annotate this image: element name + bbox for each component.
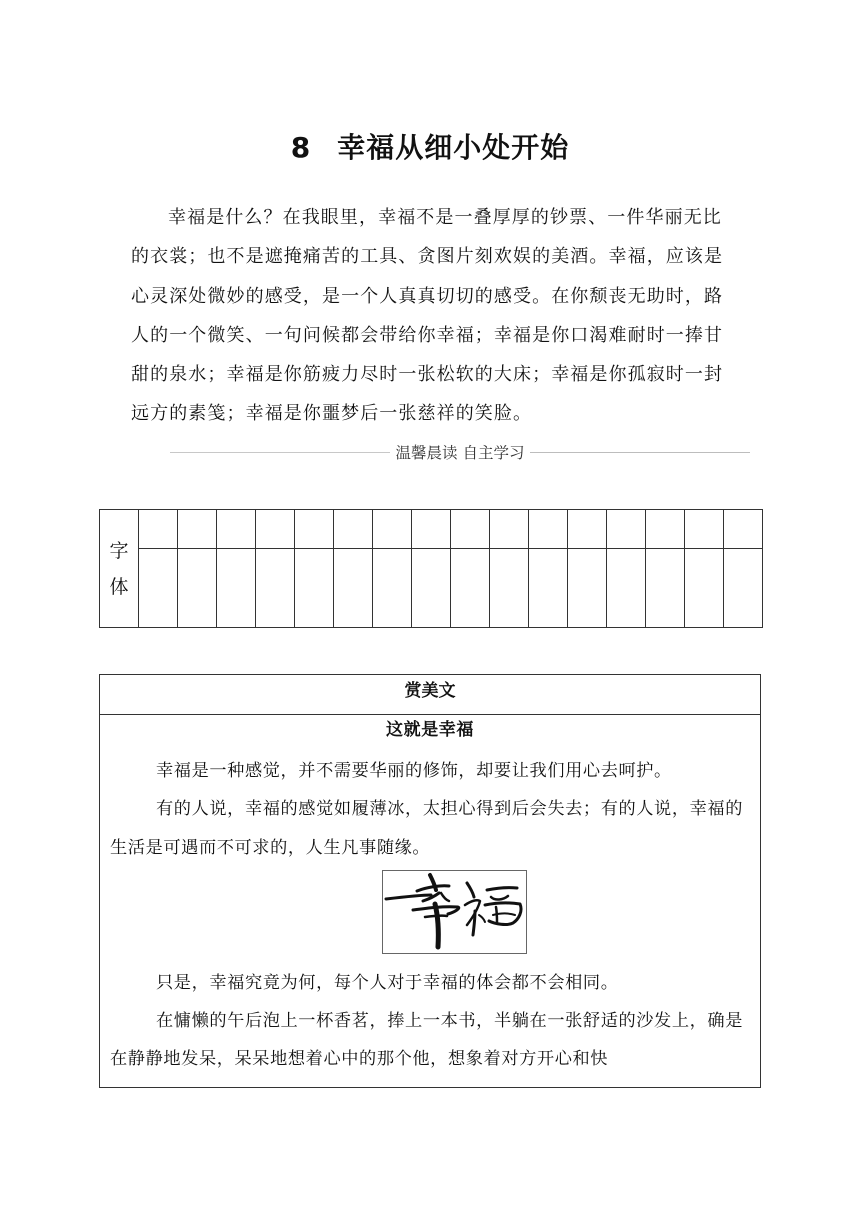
reading-box (99, 674, 761, 1088)
grid-cell (139, 510, 178, 549)
lesson-title: 幸福从细小处开始 (337, 131, 570, 164)
calligraphy-brush-strokes (383, 871, 526, 953)
grid-cell (178, 510, 217, 549)
grid-cell (295, 549, 334, 628)
grid-cell (490, 549, 529, 628)
article-paragraph: 幸福是一种感觉，并不需要华丽的修饰，却要让我们用心去呵护。 (156, 761, 672, 781)
intro-paragraph: 幸福是什么？在我眼里，幸福不是一叠厚厚的钞票、一件华丽无比的衣裳；也不是遮掩痛苦的工具、贪图片刻欢娱的美酒。幸福，应该是心灵深处微妙的感受，是一个人真真切切的感受。在你颓丧无助时，路人的一个微笑、一句问候都会带给你幸福；幸福是你口渴难耐时一捧甘甜的泉水；幸福是你筋疲力尽时一张松软的大床；幸福是你孤寂时一封远方的素笺；幸福是你噩梦后一张慈祥的笑脸。 (131, 207, 724, 425)
grid-cell (646, 549, 685, 628)
article-paragraph: 有的人说，幸福的感觉如履薄冰，太担心得到后会失去；有的人说，幸福的生活是可遇而不可求的，人生凡事随缘。 (110, 799, 743, 858)
grid-label-char: 字 (109, 539, 129, 562)
grid-label-char: 体 (109, 575, 129, 598)
lesson-number: 8 (290, 131, 312, 164)
grid-cell (178, 549, 217, 628)
calligraphy-figure (110, 870, 750, 964)
article-title: 这就是幸福 (386, 720, 474, 740)
grid-cell (685, 510, 724, 549)
grid-cell (607, 510, 646, 549)
grid-cell (256, 510, 295, 549)
grid-cell (412, 549, 451, 628)
page-title (0, 126, 860, 166)
grid-cell (373, 549, 412, 628)
grid-cell (529, 549, 568, 628)
grid-label (100, 510, 139, 628)
grid-cell (568, 510, 607, 549)
grid-cell (568, 549, 607, 628)
grid-cell (451, 510, 490, 549)
reading-box-header: 赏美文 (100, 675, 760, 715)
section-banner (170, 438, 750, 466)
article-paragraph: 只是，幸福究竟为何，每个人对于幸福的体会都不会相同。 (156, 972, 619, 993)
grid-cell (724, 549, 763, 628)
grid-cell (217, 510, 256, 549)
grid-cell (490, 510, 529, 549)
handwriting-practice-grid (99, 509, 763, 628)
banner-divider-right (530, 452, 750, 453)
grid-cell (685, 549, 724, 628)
grid-cell (529, 510, 568, 549)
article-paragraph: 在慵懒的午后泡上一杯香茗，捧上一本书，半躺在一张舒适的沙发上，确是在静静地发呆，呆呆地想着心中的那个他，想象着对方开心和快 (110, 1011, 743, 1070)
grid-cell (412, 510, 451, 549)
banner-divider-left (170, 452, 390, 453)
grid-cell (451, 549, 490, 628)
grid-cell (373, 510, 412, 549)
intro-passage (131, 198, 731, 434)
grid-cell (724, 510, 763, 549)
grid-cell (217, 549, 256, 628)
grid-cell (607, 549, 646, 628)
banner-text: 温馨晨读 自主学习 (395, 444, 525, 462)
grid-cell (139, 549, 178, 628)
reading-box-body (100, 715, 760, 1079)
grid-cell (334, 549, 373, 628)
grid-cell (334, 510, 373, 549)
grid-cell (646, 510, 685, 549)
calligraphy-image (382, 870, 527, 954)
grid-cell (256, 549, 295, 628)
grid-cell (295, 510, 334, 549)
